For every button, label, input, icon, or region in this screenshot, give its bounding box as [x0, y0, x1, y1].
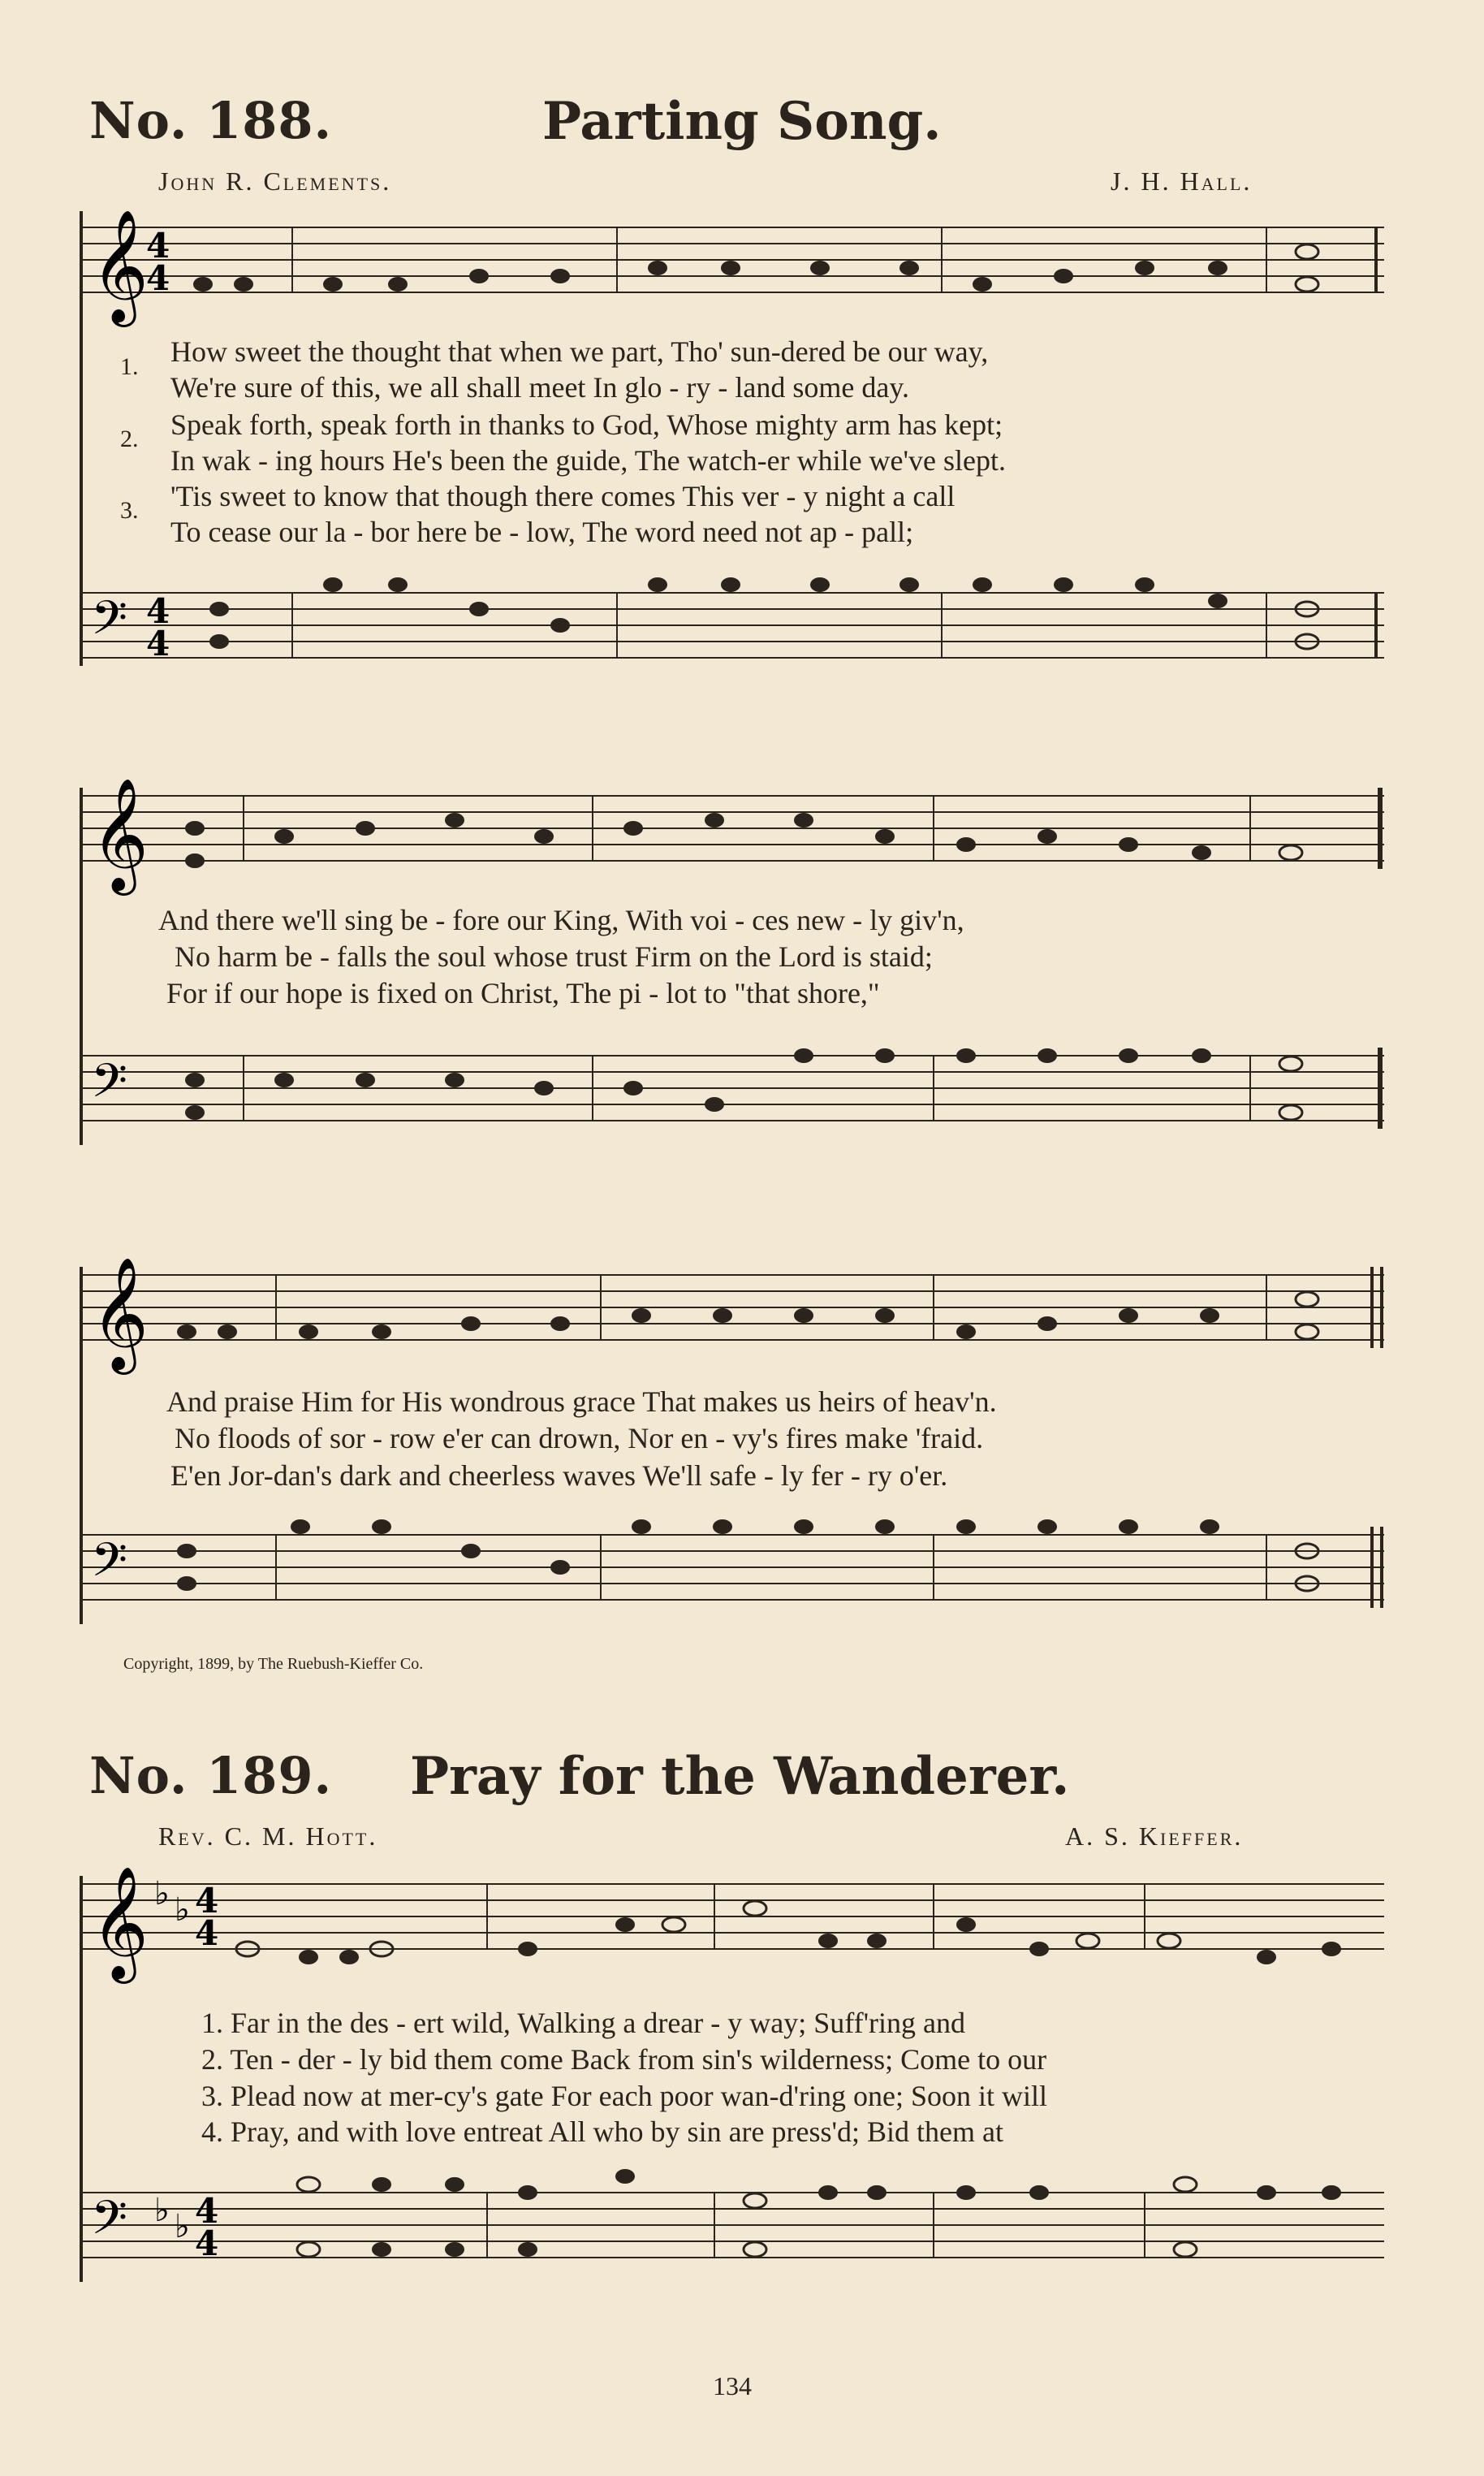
author-credit: John R. Clements.	[158, 166, 392, 196]
svg-text:𝄢: 𝄢	[91, 2190, 128, 2257]
lyric-line: To cease our la - bor here be - low, The word need not ap - pall;	[170, 516, 914, 548]
svg-text:𝄞: 𝄞	[91, 210, 149, 322]
svg-text:𝄢: 𝄢	[91, 590, 128, 657]
song-188-header	[89, 91, 1388, 164]
lyric-line: We're sure of this, we all shall meet In glo - ry - land some day.	[170, 371, 909, 404]
page-number: 134	[713, 2371, 752, 2400]
treble-staff	[73, 1860, 1388, 1998]
svg-text:𝄢: 𝄢	[91, 1053, 128, 1120]
treble-staff	[73, 203, 1388, 333]
treble-staff	[73, 1251, 1388, 1381]
composer-credit: A. S. Kieffer.	[1065, 1821, 1244, 1851]
song-number: No. 189.	[89, 1746, 333, 1805]
bass-staff	[73, 2160, 1388, 2306]
svg-text:4: 4	[195, 2191, 219, 2231]
lyric-line: Speak forth, speak forth in thanks to God, Whose mighty arm has kept;	[170, 408, 1003, 441]
svg-text:4: 4	[146, 258, 170, 298]
verse-number-2: 2.	[120, 426, 139, 452]
song-title: Pray for the Wanderer.	[410, 1746, 1070, 1807]
svg-text:4: 4	[146, 591, 170, 631]
copyright-notice: Copyright, 1899, by The Ruebush-Kieffer Co.	[123, 1655, 424, 1673]
song-189-header	[89, 1746, 1388, 1819]
lyric-line: And praise Him for His wondrous grace That makes us heirs of heav'n.	[166, 1385, 997, 1418]
author-credit: Rev. C. M. Hott.	[158, 1821, 378, 1851]
treble-staff	[73, 771, 1388, 901]
svg-text:4: 4	[195, 2223, 219, 2263]
composer-credit: J. H. Hall.	[1111, 166, 1253, 196]
lyric-line: No floods of sor - row e'er can drown, Nor en - vy's fires make 'fraid.	[175, 1422, 984, 1454]
svg-text:𝄞: 𝄞	[91, 1866, 149, 1979]
svg-text:𝄞: 𝄞	[91, 1257, 149, 1370]
svg-text:♭: ♭	[175, 2208, 190, 2245]
lyric-line: 4. Pray, and with love entreat All who by sin are press'd; Bid them at	[201, 2115, 1003, 2148]
lyric-line: In wak - ing hours He's been the guide, The watch-er while we've slept.	[170, 444, 1006, 477]
svg-text:4: 4	[195, 1881, 219, 1921]
bass-staff	[73, 560, 1388, 698]
lyric-line: 'Tis sweet to know that though there comes This ver - y night a call	[170, 480, 956, 512]
lyric-line: 2. Ten - der - ly bid them come Back from sin's wilderness; Come to our	[201, 2043, 1047, 2076]
svg-text:𝄞: 𝄞	[91, 778, 149, 891]
lyric-line: 3. Plead now at mer-cy's gate For each poor wan-d'ring one; Soon it will	[201, 2080, 1048, 2112]
svg-text:4: 4	[195, 1913, 219, 1953]
bass-staff	[73, 1023, 1388, 1161]
lyric-line: E'en Jor-dan's dark and cheerless waves We'll safe - ly fer - ry o'er.	[170, 1459, 948, 1492]
bass-staff	[73, 1502, 1388, 1640]
song-number: No. 188.	[89, 91, 333, 150]
svg-text:4: 4	[146, 226, 170, 266]
lyric-line: 1. Far in the des - ert wild, Walking a drear - y way; Suff'ring and	[201, 2007, 966, 2039]
lyric-line: And there we'll sing be - fore our King, With voi - ces new - ly giv'n,	[158, 904, 964, 936]
svg-text:4: 4	[146, 624, 170, 663]
verse-number-3: 3.	[120, 497, 139, 524]
verse-number-1: 1.	[120, 353, 139, 380]
svg-text:𝄢: 𝄢	[91, 1532, 128, 1599]
lyric-line: No harm be - falls the soul whose trust Firm on the Lord is staid;	[175, 940, 933, 973]
svg-text:♭: ♭	[154, 2192, 170, 2229]
lyric-line: How sweet the thought that when we part, Tho' sun-dered be our way,	[170, 335, 989, 368]
lyric-line: For if our hope is fixed on Christ, The pi - lot to "that shore,"	[166, 977, 880, 1009]
svg-text:♭: ♭	[175, 1891, 190, 1929]
svg-text:♭: ♭	[154, 1875, 170, 1912]
song-title: Parting Song.	[542, 91, 942, 152]
